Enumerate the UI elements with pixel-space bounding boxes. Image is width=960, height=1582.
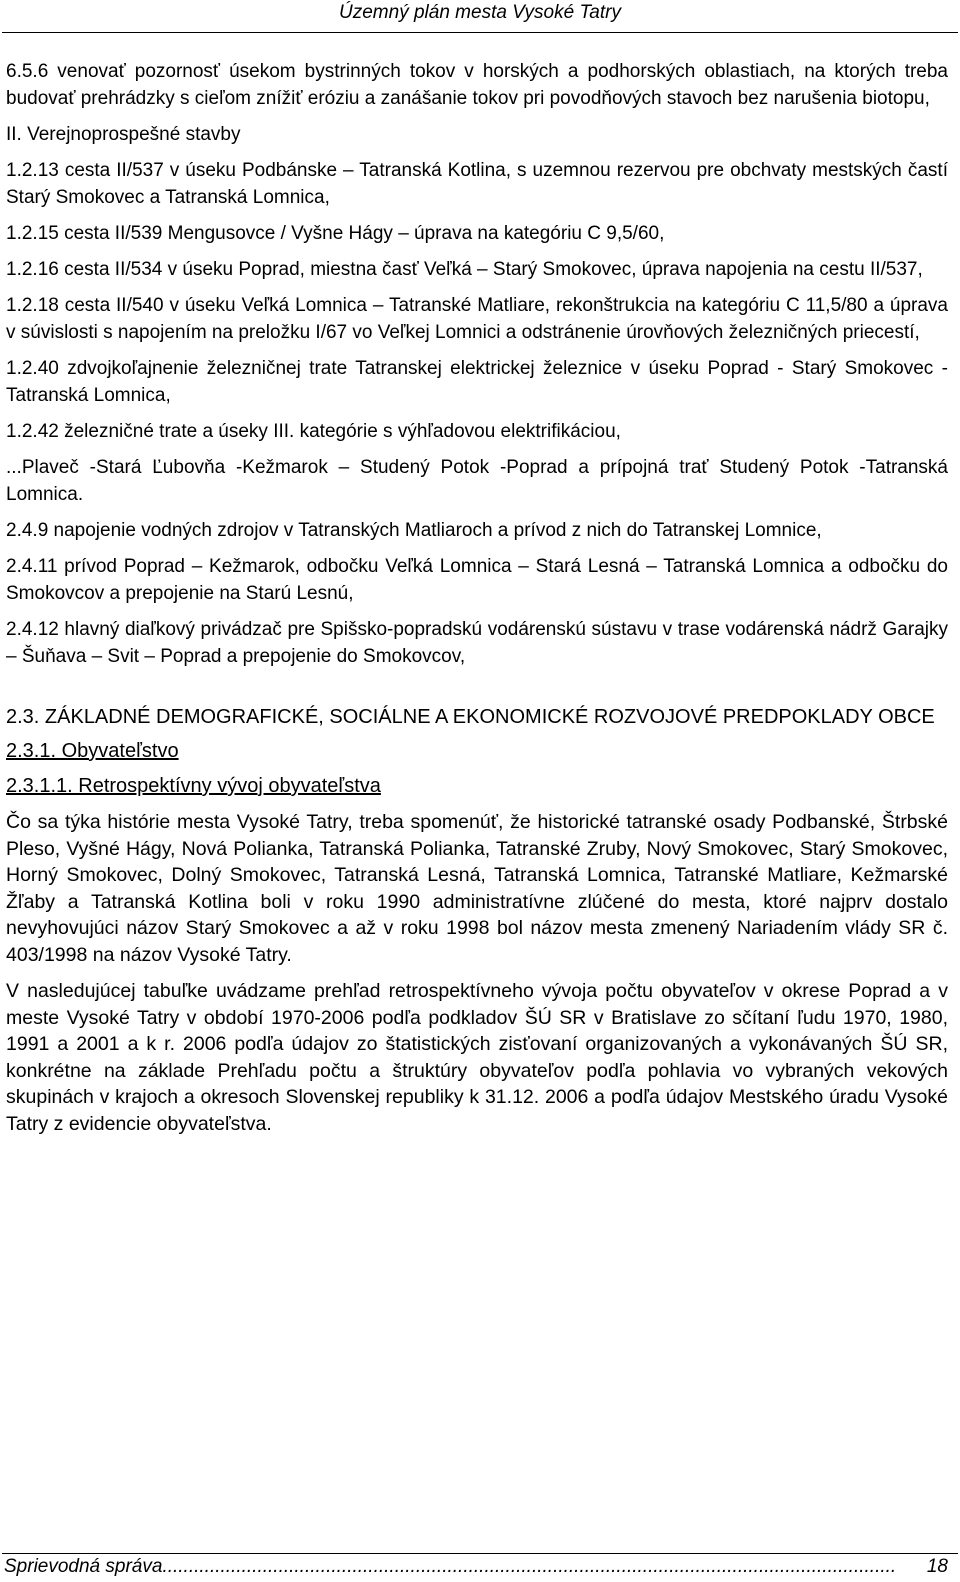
footer-divider xyxy=(2,1553,958,1554)
item-2-4-12: 2.4.12 hlavný diaľkový privádzač pre Spišsko-popradskú vodárenskú sústavu v trase vodárenská nádrž Garajky – Šuňava – Svit – Poprad a prepojenie do Smokovcov, xyxy=(6,619,948,667)
subsubheading-text: 2.3.1.1. Retrospektívny vývoj obyvateľstva xyxy=(6,775,381,797)
table-intro-paragraph: V nasledujúcej tabuľke uvádzame prehľad retrospektívneho vývoja počtu obyvateľov v okrese Poprad a v meste Vysoké Tatry v období 1970-2006 podľa podkladov ŠÚ SR v Bratislave zo sčítaní ľudu 1970, 1980, 1991 a 2001 a k r. 2006 podľa údajov zo štatistických zisťovaní organizovaných a vykonávaných ŠÚ SR, konkrétne na základe Prehľadu počtu a štruktúry obyvateľov podľa pohlavia vo vybraných vekových skupinách v krajoch a okresoch Slovenskej republiky k 31.12. 2006 a podľa údajov Mestského úradu Vysoké Tatry z evidencie obyvateľstva. xyxy=(6,980,948,1135)
page-footer xyxy=(4,1555,948,1579)
item-2-4-9: 2.4.9 napojenie vodných zdrojov v Tatranských Matliaroch a prívod z nich do Tatranskej Lomnice, xyxy=(6,520,822,541)
header-divider xyxy=(2,32,958,33)
section-heading: 2.3. ZÁKLADNÉ DEMOGRAFICKÉ, SOCIÁLNE A EKONOMICKÉ ROZVOJOVÉ PREDPOKLADY OBCE xyxy=(6,706,935,728)
page-header xyxy=(0,0,960,26)
footer-label: Sprievodná správa xyxy=(4,1556,163,1577)
section-subsubheading xyxy=(6,773,948,799)
item-1-2-42: 1.2.42 železničné trate a úseky III. kategórie s výhľadovou elektrifikáciou, xyxy=(6,421,621,442)
railway-route: ...Plaveč -Stará Ľubovňa -Kežmarok – Studený Potok -Poprad a prípojná trať Studený Potok -Tatranská Lomnica. xyxy=(6,457,948,505)
history-paragraph: Čo sa týka histórie mesta Vysoké Tatry, treba spomenúť, že historické tatranské osady Podbanské, Štrbské Pleso, Vyšné Hágy, Nová Polianka, Tatranská Polianka, Tatranské Zruby, Nový Smokovec, Starý Smokovec, Horný Smokovec, Dolný Smokovec, Tatranská Lesná, Tatranská Lomnica, Tatranské Matliare, Kežmarské Žľaby a Tatranská Kotlina boli v roku 1990 administratívne zlúčené do mesta, ktoré najprv dostalo nevyhovujúci názov Starý Smokovec a až v roku 1998 bol názov mesta zmenený Nariadením vlády SR č. 403/1998 na názov Vysoké Tatry. xyxy=(6,811,948,966)
document-title: Územný plán mesta Vysoké Tatry xyxy=(339,2,621,23)
item-1-2-40: 1.2.40 zdvojkoľajnenie železničnej trate Tatranskej elektrickej železnice v úseku Poprad - Starý Smokovec -Tatranská Lomnica, xyxy=(6,358,948,406)
footer-leader: ........................................................................................................................................... xyxy=(162,1556,897,1577)
item-1-2-15: 1.2.15 cesta II/539 Mengusovce / Vyšne Hágy – úprava na kategóriu C 9,5/60, xyxy=(6,223,665,244)
public-works-heading: II. Verejnoprospešné stavby xyxy=(6,124,241,145)
item-6-5-6: 6.5.6 venovať pozornosť úsekom bystrinných tokov v horských a podhorských oblastiach, na ktorých treba budovať prehrádzky s cieľom znížiť eróziu a zanášanie tokov pri povodňových stavoch bez narušenia biotopu, xyxy=(6,61,948,109)
subheading-text: 2.3.1. Obyvateľstvo xyxy=(6,740,179,762)
page-number: 18 xyxy=(926,1556,948,1577)
item-1-2-16: 1.2.16 cesta II/534 v úseku Poprad, miestna časť Veľká – Starý Smokovec, úprava napojenia na cestu II/537, xyxy=(6,259,923,280)
footer-left xyxy=(4,1555,927,1579)
item-1-2-13: 1.2.13 cesta II/537 v úseku Podbánske – Tatranská Kotlina, s uzemnou rezervou pre obchvaty mestských častí Starý Smokovec a Tatranská Lomnica, xyxy=(6,160,948,208)
item-2-4-11: 2.4.11 prívod Poprad – Kežmarok, odbočku Veľká Lomnica – Stará Lesná – Tatranská Lomnica a odbočku do Smokovcov a prepojenie na Starú Lesnú, xyxy=(6,556,948,604)
page-content xyxy=(6,58,948,1137)
item-1-2-18: 1.2.18 cesta II/540 v úseku Veľká Lomnica – Tatranské Matliare, rekonštrukcia na kategóriu C 11,5/80 a úprava v súvislosti s napojením na preložku I/67 vo Veľkej Lomnici a odstránenie úrovňových železničných priecestí, xyxy=(6,295,948,343)
section-subheading xyxy=(6,738,948,764)
